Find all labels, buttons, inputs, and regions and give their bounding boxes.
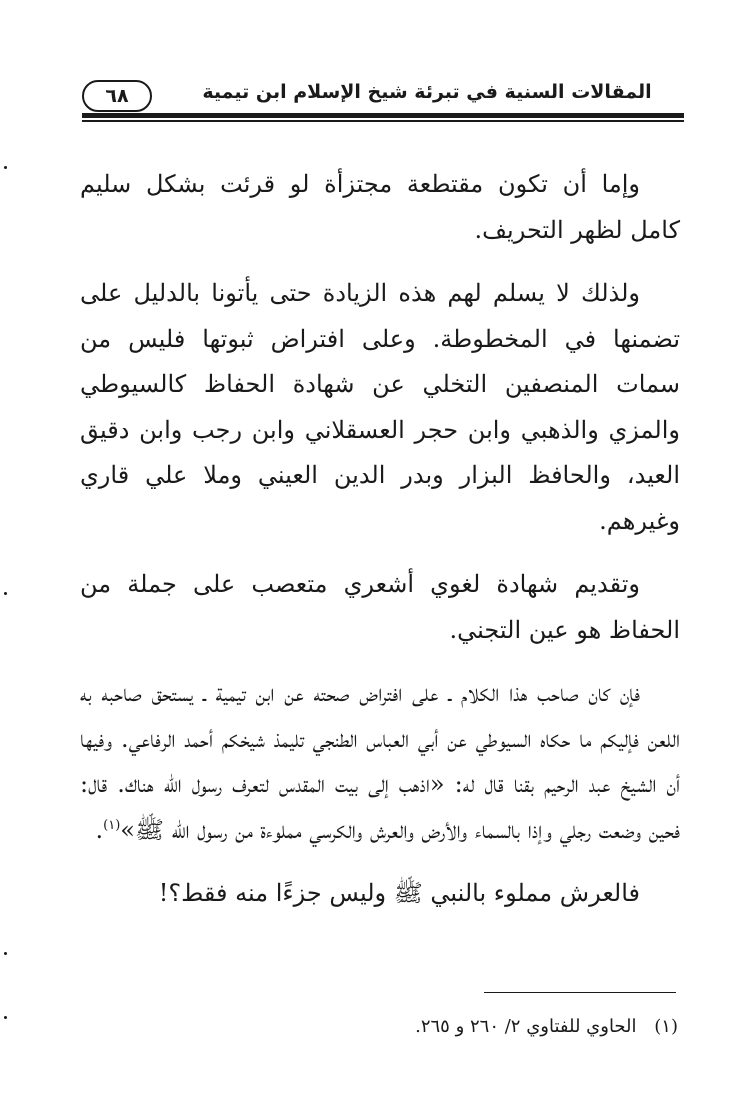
running-title: المقالات السنية في تبرئة شيخ الإسلام ابن تيمية [202, 81, 652, 103]
paragraph: ولذلك لا يسلم لهم هذه الزيادة حتى يأتونا بالدليل على تضمنها في المخطوطة. وعلى افتراض ثبوتها فليس من سمات المنصفين التخلي عن شهادة الحفاظ كالسيوطي والمزي والذهبي وابن حجر العسقلاني وابن رجب وابن دقيق العيد، والحافظ البزار وبدر الدين العيني وملا علي قاري وغيرهم. [80, 279, 680, 535]
footnote-text: الحاوي للفتاوي ٢/ ٢٦٠ و ٢٦٥. [415, 1016, 637, 1037]
header-rule-thin [82, 120, 684, 122]
paragraph: وتقديم شهادة لغوي أشعري متعصب على جملة من الحفاظ هو عين التجني. [80, 570, 680, 644]
margin-speck [4, 592, 7, 595]
paragraph: وإما أن تكون مقتطعة مجتزأة لو قرئت بشكل سليم كامل لظهر التحريف. [80, 170, 680, 244]
footnote-separator [484, 992, 676, 993]
margin-speck [4, 1016, 7, 1019]
page-number: ٦٨ [82, 80, 152, 112]
footnote-reference[interactable]: (١) [103, 817, 121, 833]
paragraph-end: . [95, 815, 104, 844]
body-text [80, 162, 680, 935]
margin-speck [4, 166, 7, 169]
margin-speck [4, 952, 7, 955]
paragraph-with-footnote [80, 671, 680, 853]
paragraph: فالعرش مملوء بالنبي ﷺ وليس جزءًا منه فقط؟! [158, 879, 640, 907]
header-rule-thick [82, 113, 684, 118]
footnote [300, 1012, 678, 1042]
running-header [82, 72, 682, 112]
footnote-number: (١) [654, 1016, 678, 1037]
paragraph-text: فإن كان صاحب هذا الكلام ـ على افتراض صحته عن ابن تيمية ـ يستحق صاحبه به اللعن فإليكم ما حكاه السيوطي عن أبي العباس الطنجي تليمذ شيخكم أحمد الرفاعي. وفيها أن الشيخ عبد الرحيم بقنا قال له: «اذهب إلى بيت المقدس لتعرف رسول الله هناك. قال: فحين وضعت رجلي وإذا بالسماء والأرض والعرش والكرسي مملوءة من رسول الله ﷺ» [80, 679, 680, 844]
